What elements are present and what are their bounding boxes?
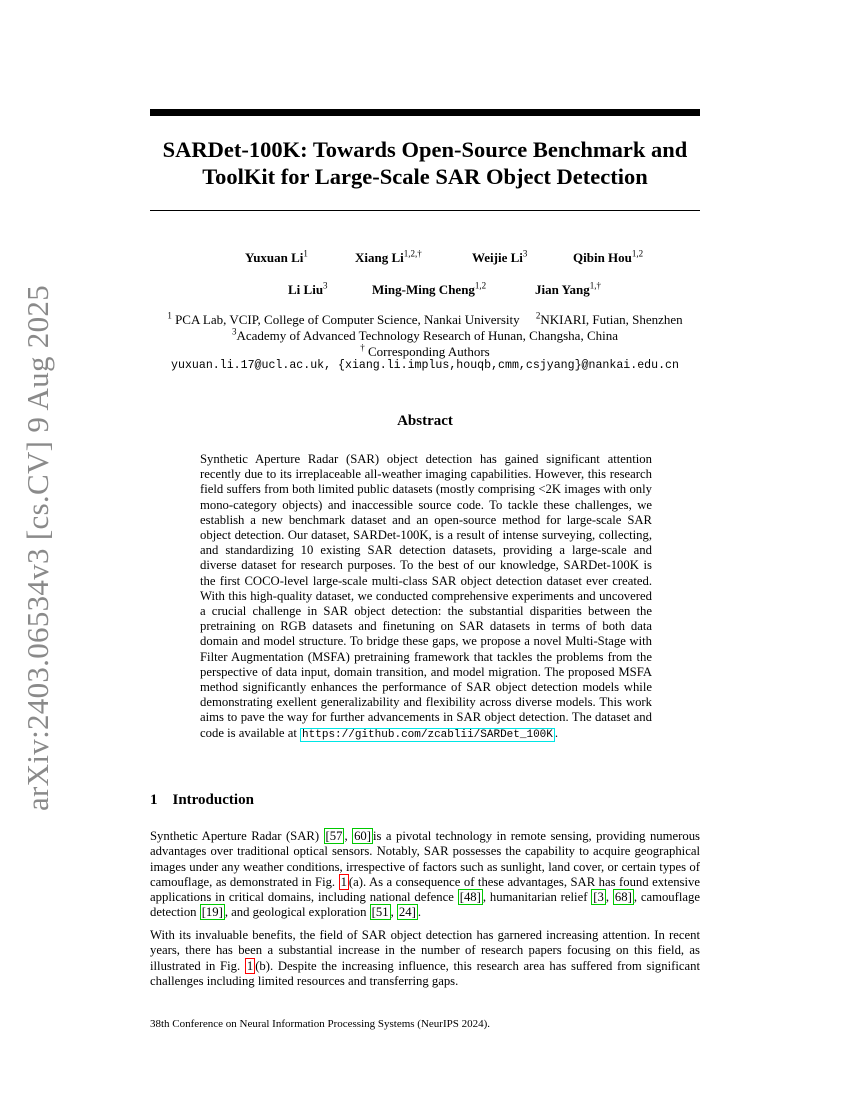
figure-ref-1b[interactable]: 1	[246, 958, 254, 973]
citation-19[interactable]: [19]	[201, 905, 223, 920]
intro-paragraph-1: Synthetic Aperture Radar (SAR) [57 , 60] is a pivotal technology in remote sensing, providing numerous advantages over traditional optical sensors. Notably, SAR possesses the capability to acquire geographical images under any weather conditions, irrespective of factors such as sunlight, land cover, or certain types of camouflage, as demonstrated in Fig. 1 (a). As a consequence of these advantages, SAR has found extensive applications in critical domains, including national defence [48] , humanitarian relief [3 , 68] , camouflage detection [19] , and geological exploration [51 , 24] .	[150, 829, 701, 920]
abstract-heading: Abstract	[397, 413, 453, 429]
citation-3[interactable]: [3	[593, 890, 604, 905]
abstract-end: .	[554, 725, 559, 740]
citation-51[interactable]: [51	[371, 905, 389, 920]
author-ming-ming-cheng: Ming-Ming Cheng$^{1,2}$	[372, 280, 487, 297]
conference-footer: 38th Conference on Neural Information Processing Systems (NeurIPS 2024).	[150, 1018, 491, 1030]
author-jian-yang: Jian Yang$^{1,\dagger}$	[535, 280, 602, 297]
paper-title	[150, 136, 700, 190]
arxiv-stamp: arXiv:2403.06534v3 [cs.CV] 9 Aug 2025	[20, 284, 55, 812]
author-yuxuan-li: Yuxuan Li$^1$	[245, 248, 308, 265]
author-xiang-li: Xiang $Li^{1,2,\dagger}$	[355, 248, 422, 265]
abstract-text: Synthetic Aperture Radar (SAR) object detection has gained significant attention recently due to its irreplaceable all-weather imaging capabilities. However, this research field suffers from both limited public datasets (mostly comprising <2K images with only mono-category objects) and inaccessible source code. To tackle these challenges, we establish a new benchmark dataset and an open-source method for large-scale SAR object detection. Our dataset, SARDet-100K, is a result of intense surveying, collecting, and standardizing 10 existing SAR detection datasets, providing a large-scale and diverse dataset for research purposes. To the best of our knowledge, SARDet-100K is the first COCO-level large-scale multi-class SAR object detection dataset ever created. With this high-quality dataset, we conducted comprehensive experiments and uncovered a crucial challenge in SAR object detection: the substantial disparities between the pretraining on RGB datasets and finetuning on SAR datasets in terms of both data domain and model structure. To bridge these gaps, we propose a novel Multi-Stage with Filter Augmentation (MSFA) pretraining framework that tackles the problems from the perspective of data input, domain transition, and model migration. The proposed MSFA method significantly enhances the performance of SAR object detection models while demonstrating exellent generalizability and flexibility across diverse models. This work aims to pave the way for further advancements in SAR object detection. The dataset and code is available at	[200, 452, 652, 740]
citation-68[interactable]: 68]	[614, 890, 632, 905]
citation-60[interactable]: 60]	[354, 829, 371, 843]
abstract-body	[200, 452, 652, 743]
author-qibin-hou: Qibin Hou$^{1,2}$	[573, 248, 644, 265]
affiliation-line-2: $^3$Academy of Advanced Technology Research of Hunan, Changsha, China	[231, 326, 619, 343]
title-line-2: ToolKit for Large-Scale SAR Object Detection	[202, 164, 648, 189]
github-link[interactable]: https://github.com/zcablii/SARDet_100K	[302, 728, 553, 741]
citation-57[interactable]: [57	[325, 829, 343, 843]
title-top-rule	[150, 109, 700, 116]
title-bottom-rule	[150, 210, 700, 211]
section-heading-introduction	[150, 792, 254, 809]
citation-24[interactable]: 24]	[398, 905, 416, 920]
author-li-liu: Li Liu$^3$	[288, 280, 328, 297]
affiliation-line-1: $^1$ PCA Lab, VCIP, College of Computer Science, Nankai University $^2$NKIARI, Futian, Shenzhen	[167, 310, 683, 327]
author-weijie-li: Weijie Li$^3$	[472, 248, 528, 265]
title-line-1: SARDet-100K: Towards Open-Source Benchmark and	[162, 137, 688, 162]
intro-paragraph-2: With its invaluable benefits, the field of SAR object detection has garnered increasing attention. In recent years, there has been a substantial increase in the number of research papers focusing on this field, as illustrated in Fig. 1 (b). Despite the increasing influence, this research area has suffered from significant challenges including limited resources and transferring gaps.	[150, 928, 700, 988]
author-emails: yuxuan.li.17@ucl.ac.uk, {xiang.li.implus,houqb,cmm,csjyang}@nankai.edu.cn	[171, 359, 679, 372]
corresponding-authors: † Corresponding Authors	[360, 342, 490, 359]
figure-ref-1[interactable]: 1	[340, 874, 347, 889]
citation-48[interactable]: [48]	[459, 890, 481, 905]
section-title: Introduction	[172, 792, 254, 808]
section-number: 1	[150, 792, 158, 808]
